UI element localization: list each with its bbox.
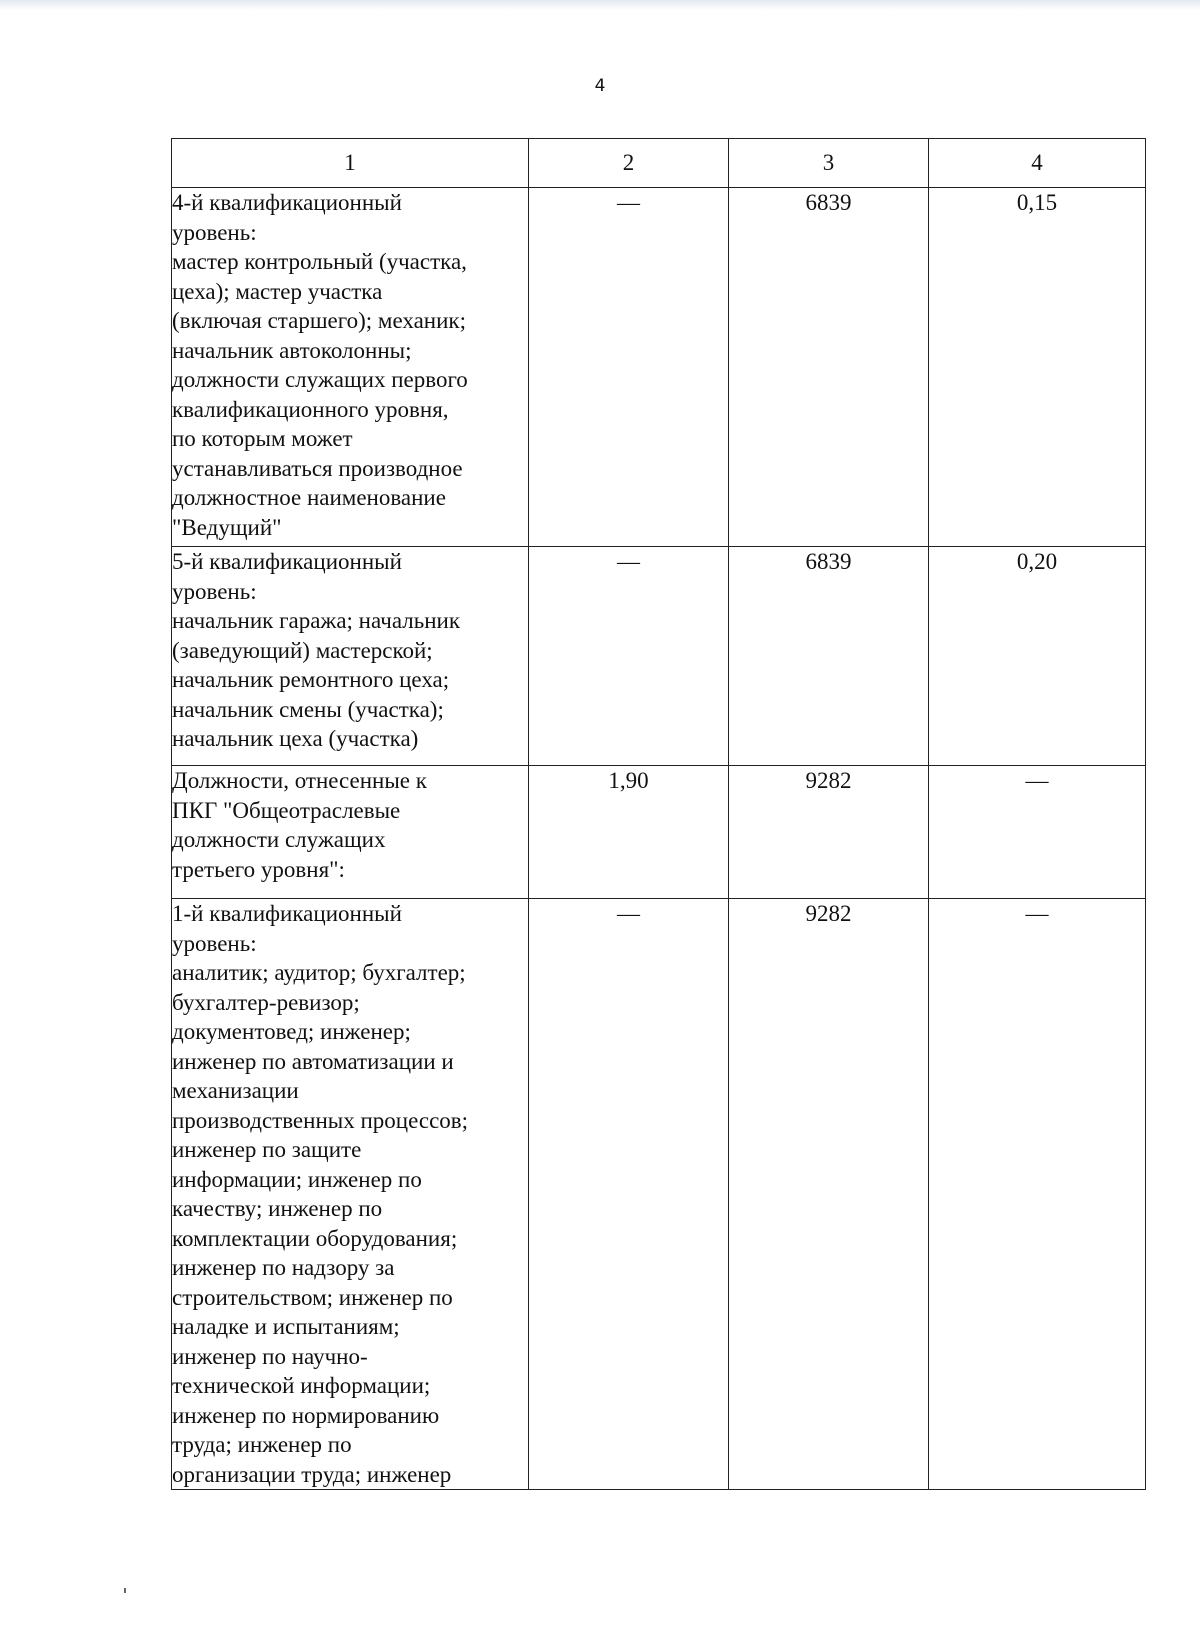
row-col2-value: —: [529, 547, 729, 766]
table-header-row: [172, 139, 1146, 188]
row-col4-value: 0,20: [929, 547, 1146, 766]
row-col2-value: —: [529, 188, 729, 547]
column-header-4: 4: [929, 139, 1146, 188]
row-col2-value: 1,90: [529, 766, 729, 899]
row-description: 1-й квалификационный уровень: аналитик; аудитор; бухгалтер; бухгалтер-ревизор; документовед; инженер; инженер по автоматизации и механизации производственных процессов; инженер по защите информации; инженер по качеству; инженер по комплектации оборудования; инженер по надзору за строительством; инженер по наладке и испытаниям; инженер по научно- технической информации; инженер по нормированию труда; инженер по организации труда; инженер: [172, 899, 529, 1490]
column-header-1: 1: [172, 139, 529, 188]
row-col4-value: —: [929, 766, 1146, 899]
row-description: 4-й квалификационный уровень: мастер контрольный (участка, цеха); мастер участка (включая старшего); механик; начальник автоколонны; должности служащих первого квалификационного уровня, по которым может устанавливаться производное должностное наименование "Ведущий": [172, 188, 529, 547]
column-header-2: 2: [529, 139, 729, 188]
table-row: [172, 766, 1146, 899]
table-row: [172, 547, 1146, 766]
row-col3-value: 9282: [729, 899, 929, 1490]
table-row: [172, 188, 1146, 547]
row-description: Должности, отнесенные к ПКГ "Общеотраслевые должности служащих третьего уровня":: [172, 766, 529, 899]
scan-edge-shade: [0, 0, 1200, 10]
row-col2-value: —: [529, 899, 729, 1490]
row-col3-value: 6839: [729, 188, 929, 547]
page-number: 4: [594, 76, 606, 96]
table-row: [172, 899, 1146, 1490]
row-col3-value: 9282: [729, 766, 929, 899]
row-col4-value: —: [929, 899, 1146, 1490]
column-header-3: 3: [729, 139, 929, 188]
row-col3-value: 6839: [729, 547, 929, 766]
salary-table: [171, 138, 1146, 1490]
scan-speck: [124, 1588, 126, 1593]
row-description: 5-й квалификационный уровень: начальник гаража; начальник (заведующий) мастерской; начальник ремонтного цеха; начальник смены (участка); начальник цеха (участка): [172, 547, 529, 766]
row-col4-value: 0,15: [929, 188, 1146, 547]
